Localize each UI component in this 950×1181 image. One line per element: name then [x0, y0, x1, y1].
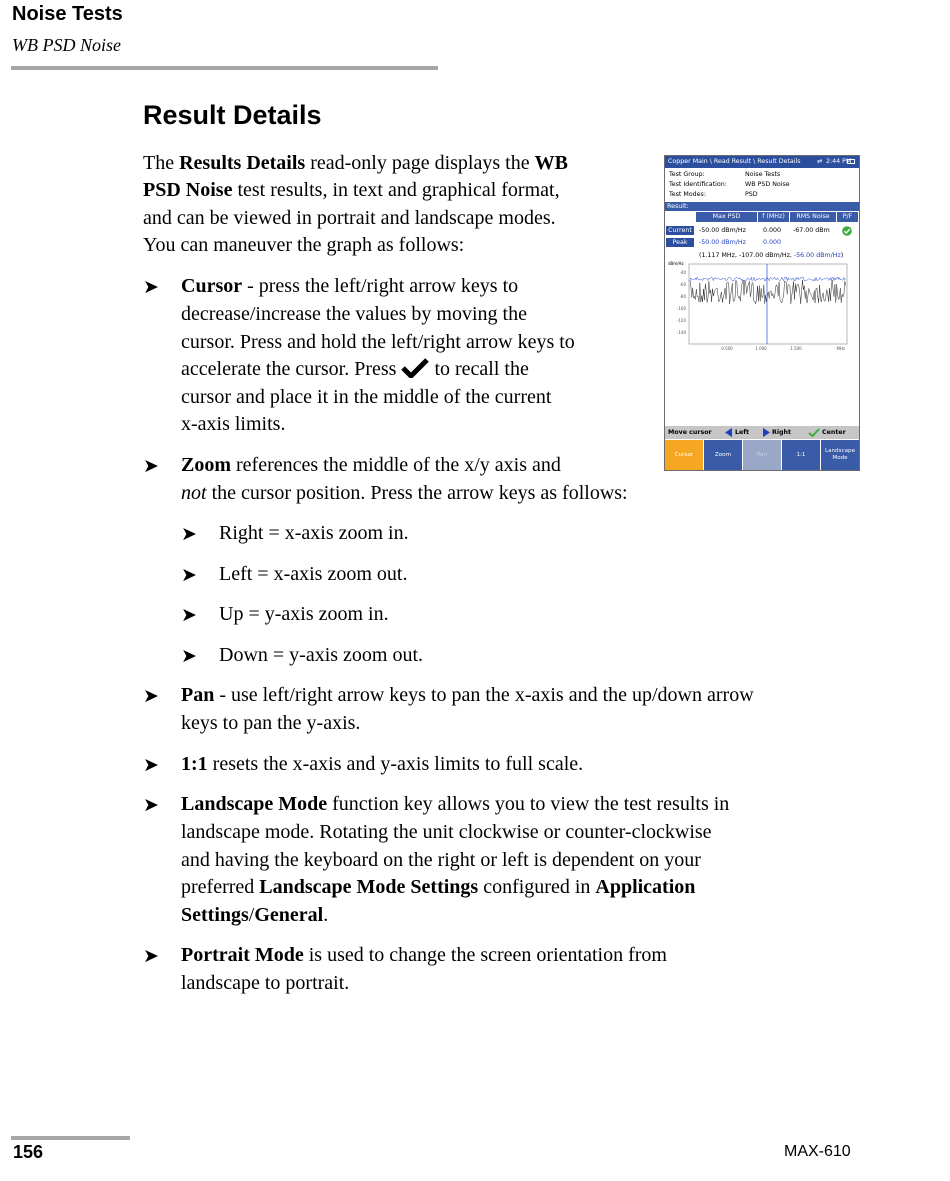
- left-arrow-icon[interactable]: [725, 428, 733, 437]
- cursor-line-5: cursor and place it in the middle of the current: [181, 386, 552, 408]
- header-title: Noise Tests: [12, 3, 123, 25]
- cursor-line-6: x-axis limits.: [181, 413, 286, 435]
- landscape-line-5: Settings/General.: [181, 904, 329, 926]
- device-title-bar: [665, 156, 859, 168]
- pass-check-icon: [842, 226, 852, 236]
- nav-right-label: Right: [772, 429, 792, 436]
- landscape-line-3: and having the keyboard on the right or left is dependent on your: [181, 849, 701, 871]
- zoom-sub-right: Right = x-axis zoom in.: [219, 522, 409, 544]
- device-breadcrumb: Copper Main \ Read Result \ Result Details: [668, 158, 801, 165]
- nav-left-label: Left: [735, 429, 750, 436]
- checkmark-icon: [401, 358, 429, 378]
- bullet-arrow-icon: ➤: [143, 686, 159, 707]
- current-rms: -67.00 dBm: [793, 227, 830, 234]
- landscape-line-4: preferred Landscape Mode Settings configured in Application: [181, 876, 696, 898]
- sub-bullet-arrow-icon: ➤: [181, 565, 197, 586]
- zoom-line-1: Zoom references the middle of the x/y axis and: [181, 454, 561, 476]
- x-axis-ticks: [721, 346, 845, 351]
- intro-line-1: The Results Details read-only page displays the WB: [143, 152, 568, 174]
- device-time: 2:44 PM: [826, 158, 852, 165]
- psd-graph[interactable]: [665, 260, 859, 352]
- x-tick: 1.000: [755, 346, 767, 351]
- model-name: MAX-610: [784, 1143, 851, 1160]
- current-freq: 0.000: [763, 227, 782, 234]
- sync-icon: ⇄: [817, 158, 823, 165]
- col-freq: f (MHz): [758, 212, 789, 222]
- cursor-line-3: cursor. Press and hold the left/right arrow keys to: [181, 331, 575, 353]
- footer-rule: [11, 1136, 130, 1140]
- zoom-sub-left: Left = x-axis zoom out.: [219, 563, 408, 585]
- row-label-peak: Peak: [666, 238, 694, 247]
- x-tick: 1.500: [790, 346, 802, 351]
- col-rms-noise: RMS Noise: [790, 212, 836, 222]
- header-rule: [11, 66, 438, 70]
- result-strip: [665, 202, 859, 211]
- info-label-modes: Test Modes:: [669, 191, 706, 198]
- y-tick: -140: [676, 330, 686, 335]
- landscape-line-2: landscape mode. Rotating the unit clockwise or counter-clockwise: [181, 821, 712, 843]
- bullet-arrow-icon: ➤: [143, 946, 159, 967]
- zoom-sub-down: Down = y-axis zoom out.: [219, 644, 424, 666]
- row-label-current: Current: [666, 226, 694, 235]
- info-label-group: Test Group:: [669, 171, 705, 178]
- right-arrow-icon[interactable]: [762, 428, 770, 437]
- sub-bullet-arrow-icon: ➤: [181, 605, 197, 626]
- device-screenshot: [664, 155, 860, 471]
- header-subtitle: WB PSD Noise: [12, 35, 121, 55]
- check-icon[interactable]: [808, 428, 820, 437]
- bullet-arrow-icon: ➤: [143, 795, 159, 816]
- cursor-line-2: decrease/increase the values by moving the: [181, 303, 527, 325]
- intro-line-3: and can be viewed in portrait and landscape modes.: [143, 207, 556, 229]
- cursor-line-1: Cursor - press the left/right arrow keys to: [181, 275, 519, 297]
- intro-line-2: PSD Noise test results, in text and graphical format,: [143, 179, 560, 201]
- zoom-line-2: not the cursor position. Press the arrow keys as follows:: [181, 482, 628, 504]
- section-title: Result Details: [143, 100, 322, 130]
- fkey-landscape-mode[interactable]: Landscape Mode: [821, 440, 859, 470]
- sub-bullet-arrow-icon: ➤: [181, 646, 197, 667]
- y-tick: -100: [676, 306, 686, 311]
- bullet-arrow-icon: ➤: [143, 456, 159, 477]
- peak-max-psd: -50.00 dBm/Hz: [699, 239, 746, 246]
- fkey-pan[interactable]: Pan: [743, 440, 781, 470]
- y-tick: -40: [679, 270, 686, 275]
- sub-bullet-arrow-icon: ➤: [181, 524, 197, 545]
- page-number: 156: [13, 1142, 44, 1162]
- info-value-id: WB PSD Noise: [745, 181, 790, 188]
- y-axis-ticks: [677, 270, 687, 335]
- zoom-sub-up: Up = y-axis zoom in.: [219, 603, 389, 625]
- col-max-psd: Max PSD: [696, 212, 757, 222]
- intro-line-4: You can maneuver the graph as follows:: [143, 234, 465, 256]
- bullet-arrow-icon: ➤: [143, 277, 159, 298]
- info-value-group: Noise Tests: [745, 171, 781, 178]
- pan-line-1: Pan - use left/right arrow keys to pan the x-axis and the up/down arrow: [181, 684, 754, 706]
- y-tick: -80: [679, 294, 686, 299]
- current-max-psd: -50.00 dBm/Hz: [699, 227, 746, 234]
- x-tick: 0.500: [721, 346, 733, 351]
- bullet-arrow-icon: ➤: [143, 755, 159, 776]
- portrait-line-2: landscape to portrait.: [181, 972, 350, 994]
- info-label-id: Test Identification:: [669, 181, 727, 188]
- fkey-zoom[interactable]: Zoom: [704, 440, 742, 470]
- y-tick: -60: [679, 282, 686, 287]
- info-value-modes: PSD: [745, 191, 758, 198]
- cursor-readout: (1.117 MHz, -107.00 dBm/Hz, -56.00 dBm/Hz): [699, 252, 844, 259]
- landscape-line-1: Landscape Mode function key allows you to view the test results in: [181, 793, 730, 815]
- nav-title: Move cursor: [668, 429, 712, 436]
- y-unit-label: dBm/Hz: [668, 261, 684, 266]
- cursor-line-4: accelerate the cursor. Press to recall the: [181, 358, 529, 380]
- nav-bar: [665, 426, 859, 439]
- battery-icon: [847, 159, 855, 164]
- result-label: Result:: [667, 203, 689, 210]
- x-unit-label: MHz: [836, 346, 845, 351]
- plot-frame: [689, 264, 847, 344]
- pan-line-2: keys to pan the y-axis.: [181, 712, 361, 734]
- fkey-cursor[interactable]: Cursor: [665, 440, 703, 470]
- peak-freq: 0.000: [763, 239, 782, 246]
- y-tick: -120: [676, 318, 686, 323]
- col-pf: P/F: [837, 212, 858, 222]
- fkey-one-to-one[interactable]: 1:1: [782, 440, 820, 470]
- one-to-one-line: 1:1 resets the x-axis and y-axis limits to full scale.: [181, 753, 584, 775]
- nav-center-label: Center: [822, 429, 846, 436]
- portrait-line-1: Portrait Mode is used to change the screen orientation from: [181, 944, 667, 966]
